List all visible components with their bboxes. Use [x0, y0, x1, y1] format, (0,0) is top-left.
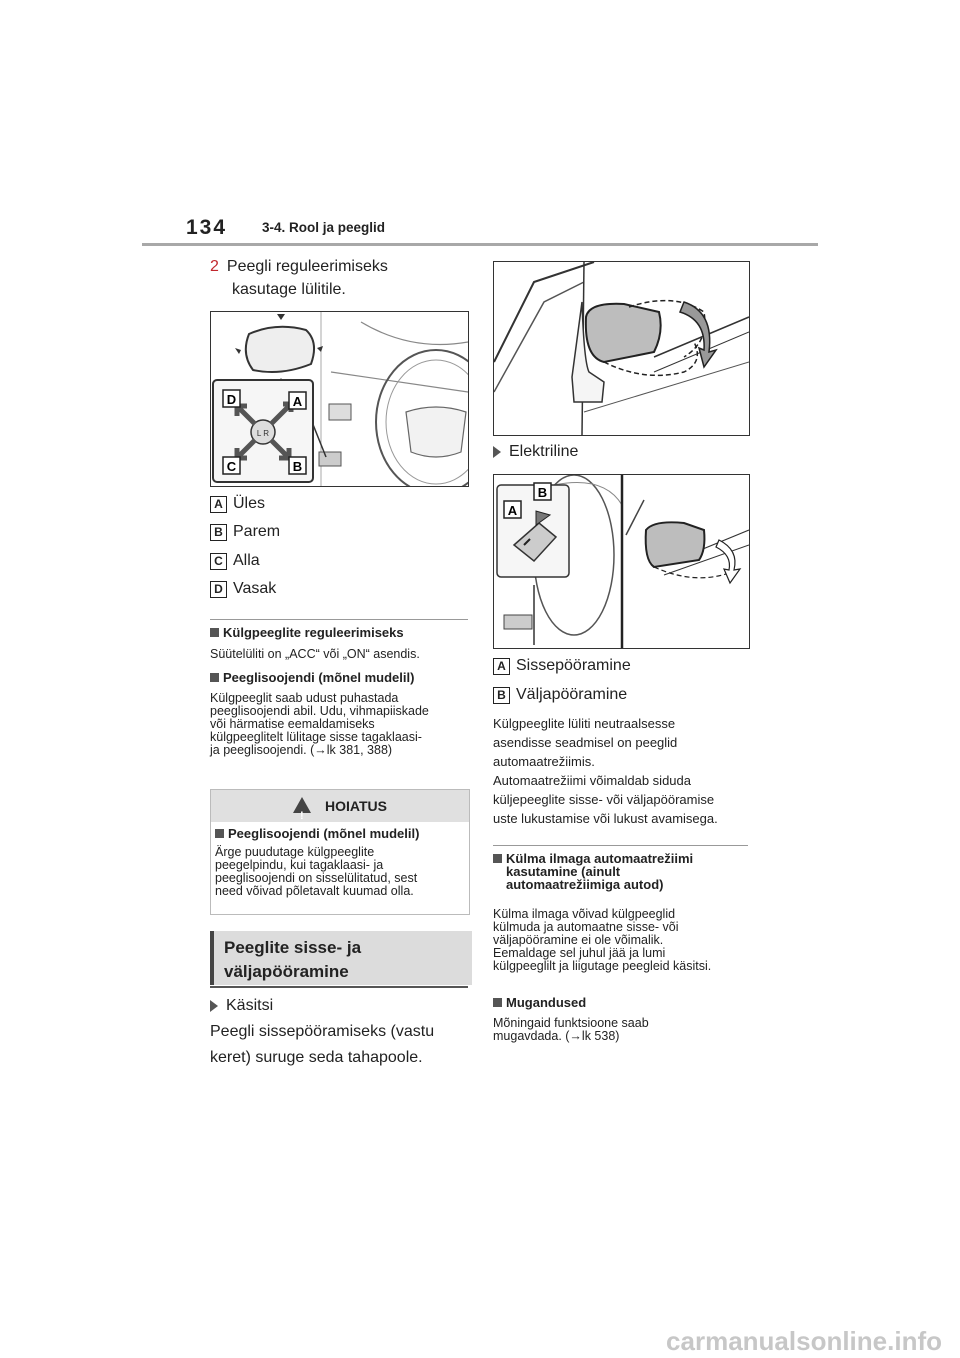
paragraph-line: küljepeeglite sisse- või väljapööramise [493, 792, 715, 807]
warning-icon: ! [293, 797, 311, 813]
mirror-switch-figure [210, 311, 469, 487]
note-heading [493, 995, 586, 1010]
paragraph-line: Külgpeeglite lüliti neutraalsesse [493, 716, 676, 731]
legend-text: Alla [233, 552, 260, 569]
fig1-label-a: A [292, 394, 303, 409]
note-heading-text: kasutamine (ainult [506, 864, 621, 879]
section-heading-line-1: Peeglite sisse- ja [224, 938, 362, 957]
manual-line: Peegli sissepööramiseks (vastu [210, 1023, 435, 1040]
legend2-item-b [493, 686, 627, 704]
legend-item-c [210, 552, 260, 570]
paragraph-line: automaatrežiimis. [493, 754, 595, 769]
paragraph-line: Automaatrežiimi võimaldab siduda [493, 773, 691, 788]
step-line-1: Peegli reguleerimiseks [226, 258, 388, 275]
note-line: peeglisoojendi abil. Udu, vihmapiiskade [210, 704, 429, 718]
note-body [493, 1017, 649, 1043]
legend-item-b [210, 523, 280, 541]
section-rule [210, 986, 468, 988]
warning-box [210, 789, 470, 915]
legend-badge: C [210, 553, 227, 570]
note-heading-text: Peeglisoojendi (mõnel mudelil) [223, 670, 415, 685]
legend-text: Sissepööramine [516, 657, 631, 674]
legend-badge: D [210, 581, 227, 598]
note-heading-text: Mugandused [506, 995, 587, 1010]
legend-badge: B [493, 687, 510, 704]
legend-badge: A [493, 658, 510, 675]
note-text: Süütelüliti on „ACC“ või „ON“ asendis. [210, 647, 420, 661]
manual-fold-figure [493, 261, 750, 436]
warning-heading [215, 826, 469, 841]
step-2 [210, 255, 470, 301]
electric-label-text: Elektriline [509, 443, 579, 460]
note-line: külmuda ja automaatne sisse- või [493, 920, 679, 934]
legend-badge: B [210, 524, 227, 541]
legend-item-d [210, 580, 276, 598]
note-line: Külgpeeglit saab udust puhastada [210, 691, 399, 705]
warning-line: Ärge puudutage külgpeeglite [215, 845, 375, 859]
manual-line: keret) suruge seda tahapoole. [210, 1049, 423, 1066]
note-line: või härmatise eemaldamiseks [210, 717, 375, 731]
warning-line: peegelpindu, kui tagaklaasi- ja [215, 858, 384, 872]
divider [493, 845, 748, 846]
warning-line: need võivad põletavalt kuumad olla. [215, 884, 414, 898]
legend-text: Vasak [233, 580, 277, 597]
header-rule [142, 243, 818, 246]
legend-text: Parem [233, 523, 281, 540]
legend-text: Üles [233, 495, 266, 512]
electric-label [493, 439, 578, 465]
electric-fold-figure [493, 474, 750, 649]
auto-mode-paragraph [493, 714, 718, 828]
step-number: 2 [210, 258, 219, 275]
page-number: 134 [186, 216, 228, 239]
divider [210, 619, 468, 620]
note-line: külgpeeglitelt lülitage sisse tagaklaasi- [210, 730, 422, 744]
fig1-label-d: D [226, 392, 237, 407]
paragraph-line: uste lukustamise või lukust avamisega. [493, 811, 718, 826]
electric-fold-illustration [494, 475, 749, 648]
fig3-label-a: A [507, 503, 518, 518]
switch-lr-text: L R [256, 429, 270, 438]
note-heading [210, 625, 404, 640]
watermark: carmanualsonline.info [666, 1326, 942, 1356]
triangle-bullet-icon [210, 1000, 218, 1012]
fig1-label-c: C [226, 459, 237, 474]
note-body [210, 692, 429, 757]
note-heading [210, 670, 414, 685]
manual-label [210, 993, 273, 1019]
legend-text: Väljapööramine [516, 686, 628, 703]
note-line: väljapööramine ei ole võimalik. [493, 933, 664, 947]
note-body [493, 908, 711, 973]
paragraph-line: asendisse seadmisel on peeglid [493, 735, 678, 750]
mirror-switch-illustration [211, 312, 468, 486]
legend2-item-a [493, 657, 631, 675]
note-line: Külma ilmaga võivad külgpeeglid [493, 907, 676, 921]
manual-label-text: Käsitsi [226, 997, 274, 1014]
legend-badge: A [210, 496, 227, 513]
note-heading-text: Külgpeeglite reguleerimiseks [223, 625, 404, 640]
note-line: Mõningaid funktsioone saab [493, 1016, 649, 1030]
fig1-label-b: B [292, 459, 303, 474]
note-line: mugavdada. (→lk 538) [493, 1029, 620, 1043]
warning-body [215, 846, 469, 898]
triangle-bullet-icon [493, 446, 501, 458]
legend-item-a [210, 495, 265, 513]
warning-title: HOIATUS [325, 798, 387, 814]
note-heading-text: automaatrežiimiga autod) [506, 877, 664, 892]
fig3-label-b: B [537, 485, 548, 500]
step-line-2: kasutage lülitile. [232, 281, 346, 298]
manual-text [210, 1019, 434, 1071]
warning-line: peeglisoojendi on sisselülitatud, sest [215, 871, 418, 885]
section-heading-box [210, 931, 472, 985]
note-heading-text: Külma ilmaga automaatrežiimi [506, 851, 694, 866]
note-line: Eemaldage sel juhul jää ja lumi [493, 946, 666, 960]
section-title: 3-4. Rool ja peeglid [262, 220, 386, 235]
note-line: külgpeeglilt ja liigutage peegleid käsitsi. [493, 959, 712, 973]
note-line: ja peeglisoojendi. (→lk 381, 388) [210, 743, 393, 757]
manual-fold-illustration [494, 262, 749, 435]
note-heading [493, 852, 693, 891]
warning-heading-text: Peeglisoojendi (mõnel mudelil) [228, 826, 420, 841]
warning-header [211, 790, 469, 822]
section-heading-line-2: väljapööramine [224, 962, 349, 981]
